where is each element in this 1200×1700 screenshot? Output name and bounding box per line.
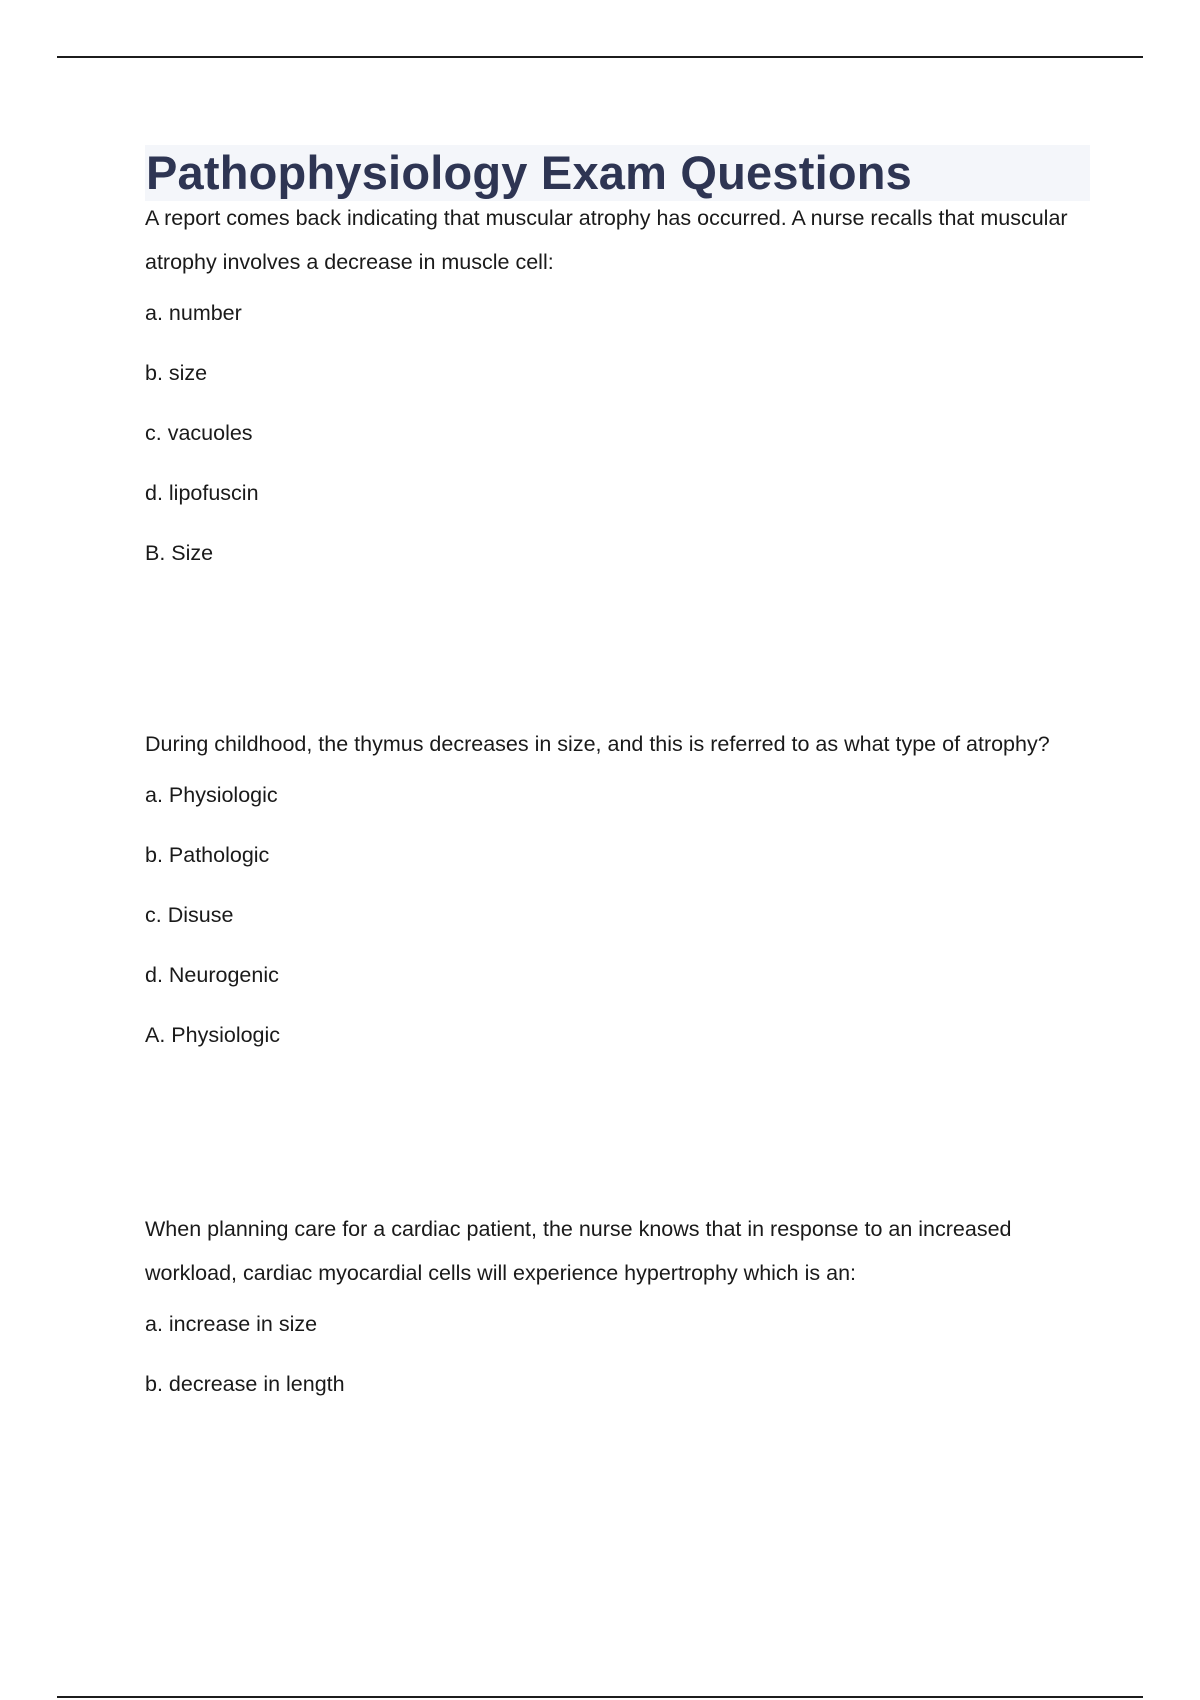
question-3 (145, 1207, 1090, 1429)
option-list (145, 1309, 1090, 1429)
question-prompt: A report comes back indicating that muscular atrophy has occurred. A nurse recalls that muscular atrophy involves a decrease in muscle cell: (145, 206, 1068, 274)
option-list (145, 780, 1090, 1080)
header-rule (57, 56, 1143, 58)
option-b: b. decrease in length (145, 1372, 345, 1396)
option-a: a. increase in size (145, 1312, 318, 1336)
answer: B. Size (145, 541, 214, 565)
footer-rule (57, 1696, 1143, 1698)
option-d: d. lipofuscin (145, 481, 259, 505)
option-b: b. Pathologic (145, 843, 270, 867)
option-a: a. Physiologic (145, 783, 278, 807)
document-body (145, 145, 1090, 1396)
title-band (145, 145, 1090, 201)
option-c: c. vacuoles (145, 421, 253, 445)
question-2 (145, 722, 1090, 1080)
question-1 (145, 201, 1090, 598)
question-prompt: When planning care for a cardiac patient, the nurse knows that in response to an increased workload, cardiac myocardial cells will experience hypertrophy which is an: (145, 1217, 1012, 1285)
option-b: b. size (145, 361, 208, 385)
option-c: c. Disuse (145, 903, 234, 927)
option-a: a. number (145, 301, 242, 325)
answer: A. Physiologic (145, 1023, 281, 1047)
question-prompt: During childhood, the thymus decreases in size, and this is referred to as what type of atrophy? (145, 732, 1050, 756)
option-list (145, 298, 1090, 598)
page-title: Pathophysiology Exam Questions (146, 146, 912, 199)
option-d: d. Neurogenic (145, 963, 279, 987)
